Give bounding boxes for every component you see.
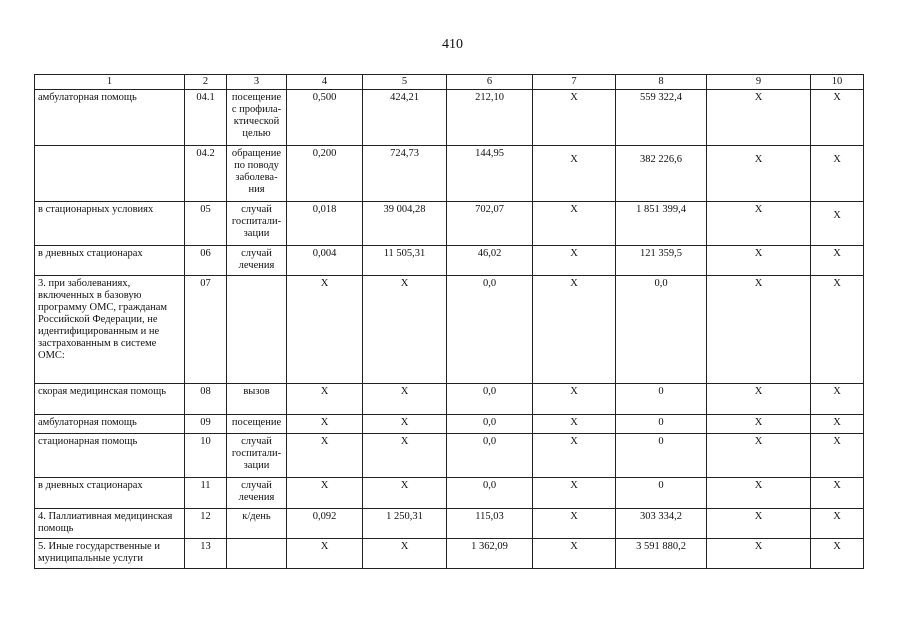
table-cell: Х	[287, 478, 363, 509]
data-table	[34, 74, 864, 569]
table-cell: Х	[363, 434, 447, 478]
table-row	[35, 384, 864, 415]
table-cell: 3. при заболеваниях, включенных в базовую программу ОМС, гражданам Российской Федерации, не идентифицированным и не застрахованным в системе ОМС:	[35, 276, 185, 384]
table-cell: Х	[533, 415, 616, 434]
table-cell: Х	[811, 202, 864, 246]
table-cell: Х	[811, 384, 864, 415]
table-cell: Х	[811, 246, 864, 276]
table-cell: 724,73	[363, 146, 447, 202]
table-cell: 05	[185, 202, 227, 246]
table-cell: 0,500	[287, 90, 363, 146]
header-cell: 8	[616, 75, 707, 90]
table-cell: посещение с профила-ктической целью	[227, 90, 287, 146]
table-cell: Х	[533, 276, 616, 384]
table-cell: в стационарных условиях	[35, 202, 185, 246]
table-cell: Х	[363, 276, 447, 384]
table-cell: Х	[811, 276, 864, 384]
table-cell: Х	[811, 90, 864, 146]
table-cell: Х	[811, 415, 864, 434]
table-cell: 11 505,31	[363, 246, 447, 276]
table-cell: 4. Паллиативная медицинская помощь	[35, 509, 185, 539]
table-cell: Х	[707, 415, 811, 434]
table-row	[35, 478, 864, 509]
table-cell: Х	[533, 539, 616, 569]
table-cell: Х	[363, 539, 447, 569]
table-cell: 08	[185, 384, 227, 415]
table-cell: Х	[811, 146, 864, 202]
table-cell: 115,03	[447, 509, 533, 539]
table-cell: в дневных стационарах	[35, 246, 185, 276]
table-cell: Х	[533, 509, 616, 539]
table-cell: 39 004,28	[363, 202, 447, 246]
table-cell: Х	[533, 434, 616, 478]
table-cell: 12	[185, 509, 227, 539]
table-row	[35, 539, 864, 569]
header-cell: 3	[227, 75, 287, 90]
table-cell: Х	[707, 202, 811, 246]
table-cell: 303 334,2	[616, 509, 707, 539]
table-cell: Х	[533, 246, 616, 276]
table-cell: Х	[363, 478, 447, 509]
table-cell: скорая медицинская помощь	[35, 384, 185, 415]
table-cell: 559 322,4	[616, 90, 707, 146]
table-cell: Х	[533, 90, 616, 146]
table-cell: 424,21	[363, 90, 447, 146]
table-cell: обращение по поводу заболева-ния	[227, 146, 287, 202]
table-row	[35, 202, 864, 246]
table-row	[35, 246, 864, 276]
table-cell: Х	[287, 539, 363, 569]
table-row	[35, 415, 864, 434]
table-cell: 0,004	[287, 246, 363, 276]
table-cell: 1 362,09	[447, 539, 533, 569]
table-cell: 0,0	[447, 478, 533, 509]
table-cell: Х	[363, 384, 447, 415]
table-cell: 06	[185, 246, 227, 276]
header-cell: 7	[533, 75, 616, 90]
table-cell: 10	[185, 434, 227, 478]
table-cell: 0	[616, 478, 707, 509]
header-cell: 2	[185, 75, 227, 90]
table-cell	[227, 276, 287, 384]
table-cell: Х	[707, 246, 811, 276]
table-cell: 46,02	[447, 246, 533, 276]
table-row	[35, 509, 864, 539]
table-cell: Х	[707, 276, 811, 384]
header-cell: 4	[287, 75, 363, 90]
table-cell: Х	[287, 276, 363, 384]
table-cell: 1 250,31	[363, 509, 447, 539]
table-row	[35, 90, 864, 146]
table-cell: Х	[707, 539, 811, 569]
table-cell: 0	[616, 434, 707, 478]
header-row	[35, 75, 864, 90]
table-cell: 04.2	[185, 146, 227, 202]
table-cell: Х	[707, 384, 811, 415]
table-cell: Х	[707, 90, 811, 146]
table-cell: стационарная помощь	[35, 434, 185, 478]
table-cell: в дневных стационарах	[35, 478, 185, 509]
table-cell: Х	[287, 384, 363, 415]
table-cell: посещение	[227, 415, 287, 434]
table-cell: 0,0	[447, 434, 533, 478]
table-cell: 07	[185, 276, 227, 384]
header-cell: 5	[363, 75, 447, 90]
table-cell: 3 591 880,2	[616, 539, 707, 569]
table-cell: Х	[287, 434, 363, 478]
table-cell: Х	[811, 509, 864, 539]
table-cell: к/день	[227, 509, 287, 539]
table-cell: Х	[363, 415, 447, 434]
table-cell: вызов	[227, 384, 287, 415]
header-cell: 6	[447, 75, 533, 90]
table-cell: Х	[707, 146, 811, 202]
table-cell: 0,0	[447, 276, 533, 384]
table-cell: Х	[707, 478, 811, 509]
table-cell: 212,10	[447, 90, 533, 146]
table-cell: случай госпитали-зации	[227, 434, 287, 478]
table-cell: Х	[707, 434, 811, 478]
table-cell: 0,0	[447, 384, 533, 415]
table-cell: случай госпитали-зации	[227, 202, 287, 246]
table-cell: Х	[533, 384, 616, 415]
table-cell: амбулаторная помощь	[35, 415, 185, 434]
table-cell: 0,018	[287, 202, 363, 246]
table-cell: Х	[287, 415, 363, 434]
table-cell: 0	[616, 415, 707, 434]
table-cell: 0,0	[616, 276, 707, 384]
table-cell: Х	[707, 509, 811, 539]
table-cell: 04.1	[185, 90, 227, 146]
table-cell: 5. Иные государственные и муниципальные услуги	[35, 539, 185, 569]
table-cell: Х	[811, 434, 864, 478]
table-cell: 0,092	[287, 509, 363, 539]
table-cell	[35, 146, 185, 202]
table-cell: 382 226,6	[616, 146, 707, 202]
header-cell: 9	[707, 75, 811, 90]
page-number: 410	[442, 37, 463, 52]
table-cell: 1 851 399,4	[616, 202, 707, 246]
table-cell: случай лечения	[227, 246, 287, 276]
table-cell: Х	[811, 539, 864, 569]
table-cell: Х	[533, 478, 616, 509]
table-cell: случай лечения	[227, 478, 287, 509]
table-cell: Х	[533, 202, 616, 246]
table-cell: 0,0	[447, 415, 533, 434]
table-cell: 121 359,5	[616, 246, 707, 276]
table-cell: 0,200	[287, 146, 363, 202]
table-row	[35, 276, 864, 384]
header-cell: 1	[35, 75, 185, 90]
header-cell: 10	[811, 75, 864, 90]
table-cell: 13	[185, 539, 227, 569]
table-cell: 11	[185, 478, 227, 509]
table-row	[35, 434, 864, 478]
table-cell: 0	[616, 384, 707, 415]
table-cell: Х	[811, 478, 864, 509]
table-cell	[227, 539, 287, 569]
table-row	[35, 146, 864, 202]
table-cell: Х	[533, 146, 616, 202]
table-cell: 09	[185, 415, 227, 434]
table-cell: 144,95	[447, 146, 533, 202]
table-cell: 702,07	[447, 202, 533, 246]
table-cell: амбулаторная помощь	[35, 90, 185, 146]
